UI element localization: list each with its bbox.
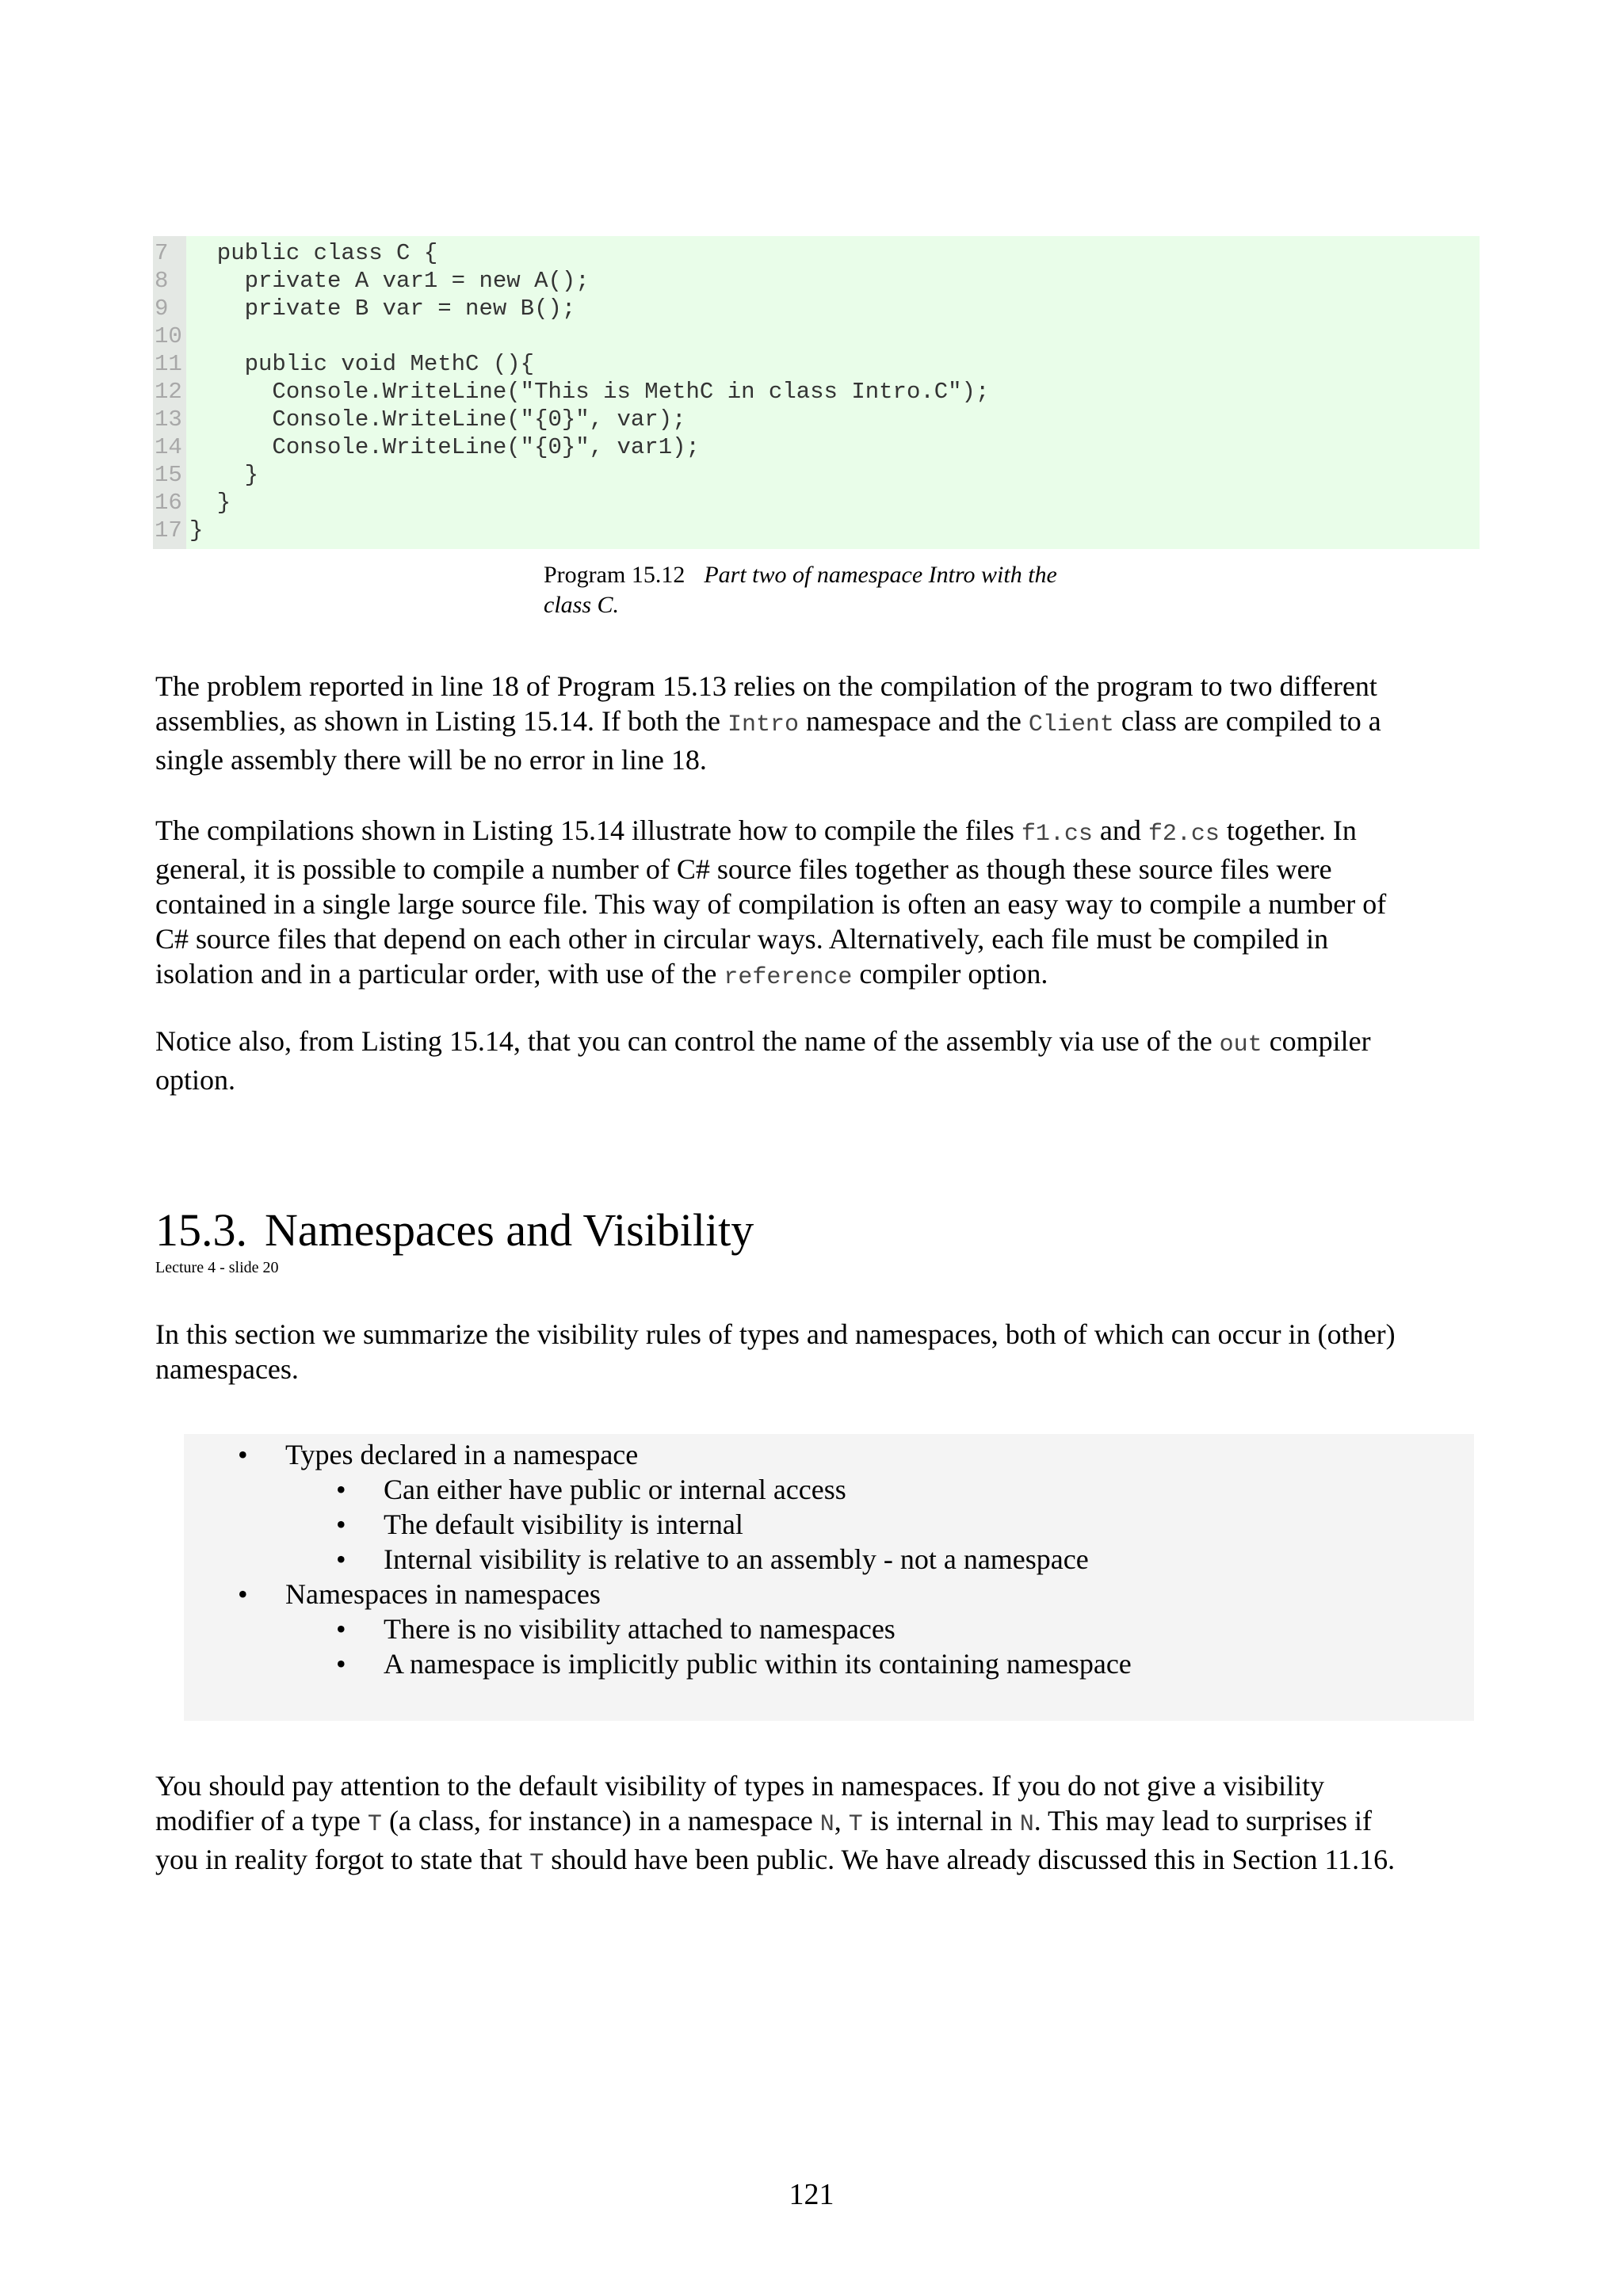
paragraph-out-option: Notice also, from Listing 15.14, that you can control the name of the assembly via use of the out compiler option. bbox=[155, 1025, 1371, 1096]
inline-code: T bbox=[848, 1811, 863, 1838]
section-heading bbox=[155, 1203, 754, 1258]
list-item: • The default visibility is internal bbox=[336, 1508, 743, 1540]
inline-code: f1.cs bbox=[1021, 821, 1093, 848]
list-item: • There is no visibility attached to namespaces bbox=[336, 1613, 896, 1645]
inline-code: T bbox=[529, 1850, 544, 1877]
code-line: 17 } bbox=[155, 517, 204, 543]
inline-code: Client bbox=[1028, 711, 1114, 738]
program-caption bbox=[544, 560, 1114, 620]
code-line: 12 Console.WriteLine("This is MethC in class Intro.C"); bbox=[155, 379, 990, 405]
code-line: 10 bbox=[155, 323, 182, 349]
inline-code: Intro bbox=[727, 711, 799, 738]
code-line: 7 public class C { bbox=[155, 240, 438, 266]
list-item: • A namespace is implicitly public within its containing namespace bbox=[336, 1648, 1132, 1680]
paragraph-compilations: The compilations shown in Listing 15.14 illustrate how to compile the files f1.cs and f2.cs together. In general, it is possible to compile a number of C# source files together as though these source files were contained in a single large source file. This way of compilation is often an easy way to compile a number of C# source files that depend on each other in circular ways. Alternatively, each file must be compiled in isolation and in a particular order, with use of the reference compiler option. bbox=[155, 814, 1387, 991]
inline-code: T bbox=[367, 1811, 382, 1838]
paragraph-default-visibility: You should pay attention to the default visibility of types in namespaces. If you do not give a visibility modifier of a type T (a class, for instance) in a namespace N, T is internal in N. This may lead to surprises if you in reality forgot to state that T should have been public. We have already discussed this in Section 11.16. bbox=[155, 1770, 1396, 1877]
inline-code: N bbox=[819, 1811, 834, 1838]
code-line: 11 public void MethC (){ bbox=[155, 351, 535, 377]
code-line: 14 Console.WriteLine("{0}", var1); bbox=[155, 434, 700, 460]
code-line: 9 private B var = new B(); bbox=[155, 296, 576, 322]
caption-label: Program 15.12 bbox=[544, 562, 685, 588]
list-item: • Types declared in a namespace bbox=[238, 1439, 639, 1470]
page-number: 121 bbox=[789, 2178, 834, 2211]
list-item: • Internal visibility is relative to an assembly - not a namespace bbox=[336, 1543, 1089, 1575]
section-number: 15.3. bbox=[155, 1204, 247, 1256]
inline-code: N bbox=[1019, 1811, 1034, 1838]
code-line: 13 Console.WriteLine("{0}", var); bbox=[155, 406, 686, 433]
caption-text: Part two of namespace Intro with the bbox=[704, 562, 1057, 588]
slide-reference: Lecture 4 - slide 20 bbox=[155, 1259, 279, 1276]
code-line: 15 } bbox=[155, 462, 259, 488]
list-item: • Namespaces in namespaces bbox=[238, 1578, 601, 1610]
caption-text-continued: class C. bbox=[544, 592, 620, 618]
inline-code: f2.cs bbox=[1148, 821, 1220, 848]
section-title: Namespaces and Visibility bbox=[265, 1204, 754, 1256]
paragraph-section-intro: In this section we summarize the visibility rules of types and namespaces, both of which can occur in (other) namespaces. bbox=[155, 1318, 1396, 1385]
inline-code: out bbox=[1219, 1032, 1262, 1058]
code-listing bbox=[153, 236, 1480, 549]
code-line: 16 } bbox=[155, 490, 231, 516]
inline-code: reference bbox=[724, 964, 853, 991]
paragraph-problem-report: The problem reported in line 18 of Program 15.13 relies on the compilation of the program to two different assemblies, as shown in Listing 15.14. If both the Intro namespace and the Client class are compiled to a single assembly there will be no error in line 18. bbox=[155, 670, 1381, 776]
list-item: • Can either have public or internal access bbox=[336, 1474, 846, 1505]
code-line: 8 private A var1 = new A(); bbox=[155, 268, 590, 294]
